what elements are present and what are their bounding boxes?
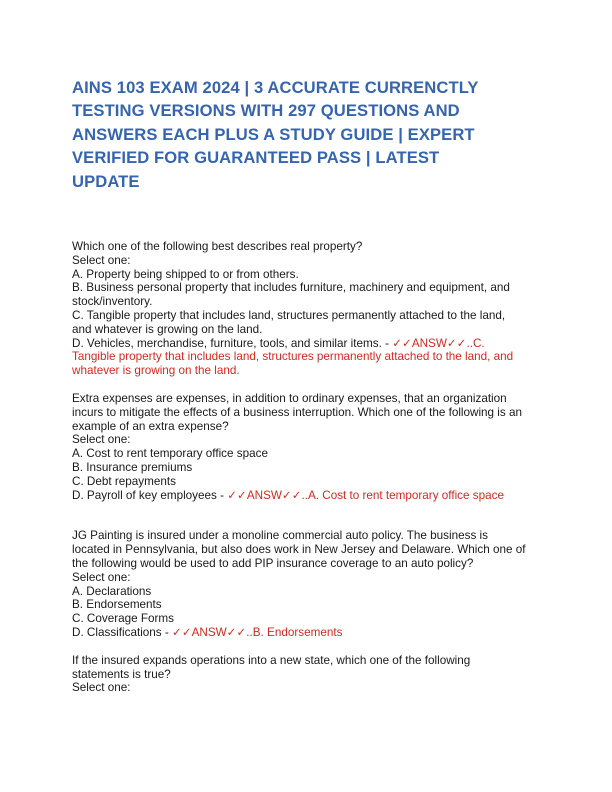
- question-block: [72, 654, 542, 695]
- option-line: stock/inventory.: [72, 295, 153, 309]
- question-block: [72, 240, 542, 378]
- question-line: If the insured expands operations into a new state, which one of the following: [72, 653, 471, 667]
- question-line: example of an extra expense?: [72, 419, 229, 433]
- option-line: A. Declarations: [72, 584, 152, 598]
- question-line: the following would be used to add PIP insurance coverage to an auto policy?: [72, 556, 474, 570]
- title-line: AINS 103 EXAM 2024 | 3 ACCURATE CURRENCTLY: [72, 78, 479, 97]
- question-line: Which one of the following best describes real property?: [72, 240, 363, 253]
- option-line: and whatever is growing on the land.: [72, 322, 263, 336]
- answer-text: ✓✓ANSW✓✓..A. Cost to rent temporary office space: [227, 488, 504, 502]
- title-line: UPDATE: [72, 171, 140, 191]
- question-block: [72, 529, 542, 639]
- document-title: [72, 76, 542, 193]
- spacer: [72, 502, 542, 529]
- option-line: A. Cost to rent temporary office space: [72, 447, 268, 461]
- question-block: [72, 392, 542, 502]
- answer-line: whatever is growing on the land.: [72, 364, 240, 378]
- spacer: [72, 378, 542, 392]
- answer-line: Tangible property that includes land, structures permanently attached to the land, and: [72, 350, 514, 364]
- option-text: D. Classifications -: [72, 625, 173, 639]
- option-line: B. Endorsements: [72, 598, 162, 612]
- question-line: Select one:: [72, 570, 131, 584]
- option-line: C. Tangible property that includes land, structures permanently attached to the land,: [72, 308, 506, 322]
- option-line: C. Debt repayments: [72, 474, 176, 488]
- question-line: Select one:: [72, 253, 131, 267]
- option-line: A. Property being shipped to or from others.: [72, 267, 299, 281]
- spacer: [72, 640, 542, 654]
- question-line: located in Pennsylvania, but also does work in New Jersey and Delaware. Which one of: [72, 543, 526, 557]
- option-line: B. Business personal property that includes furniture, machinery and equipment, and: [72, 281, 510, 295]
- option-text: D. Vehicles, merchandise, furniture, tools, and similar items. -: [72, 336, 393, 350]
- option-line: B. Insurance premiums: [72, 460, 193, 474]
- question-line: Select one:: [72, 681, 131, 695]
- question-line: statements is true?: [72, 667, 171, 681]
- answer-text: ✓✓ANSW✓✓..C.: [392, 336, 485, 350]
- question-line: Extra expenses are expenses, in addition to ordinary expenses, that an organization: [72, 391, 507, 405]
- option-line-with-answer: [72, 626, 542, 640]
- document-body: [72, 240, 542, 695]
- option-line-with-answer: [72, 337, 542, 351]
- title-line: VERIFIED FOR GUARANTEED PASS | LATEST: [72, 148, 440, 168]
- question-line: incurs to mitigate the effects of a business interruption. Which one of the following is an: [72, 405, 522, 419]
- question-line: JG Painting is insured under a monoline commercial auto policy. The business is: [72, 529, 488, 543]
- title-line: TESTING VERSIONS WITH 297 QUESTIONS AND: [72, 101, 460, 121]
- option-line: C. Coverage Forms: [72, 612, 174, 626]
- question-line: Select one:: [72, 433, 131, 447]
- option-text: D. Payroll of key employees -: [72, 488, 228, 502]
- answer-text: ✓✓ANSW✓✓..B. Endorsements: [172, 625, 343, 639]
- title-line: ANSWERS EACH PLUS A STUDY GUIDE | EXPERT: [72, 124, 475, 144]
- option-line-with-answer: [72, 489, 542, 503]
